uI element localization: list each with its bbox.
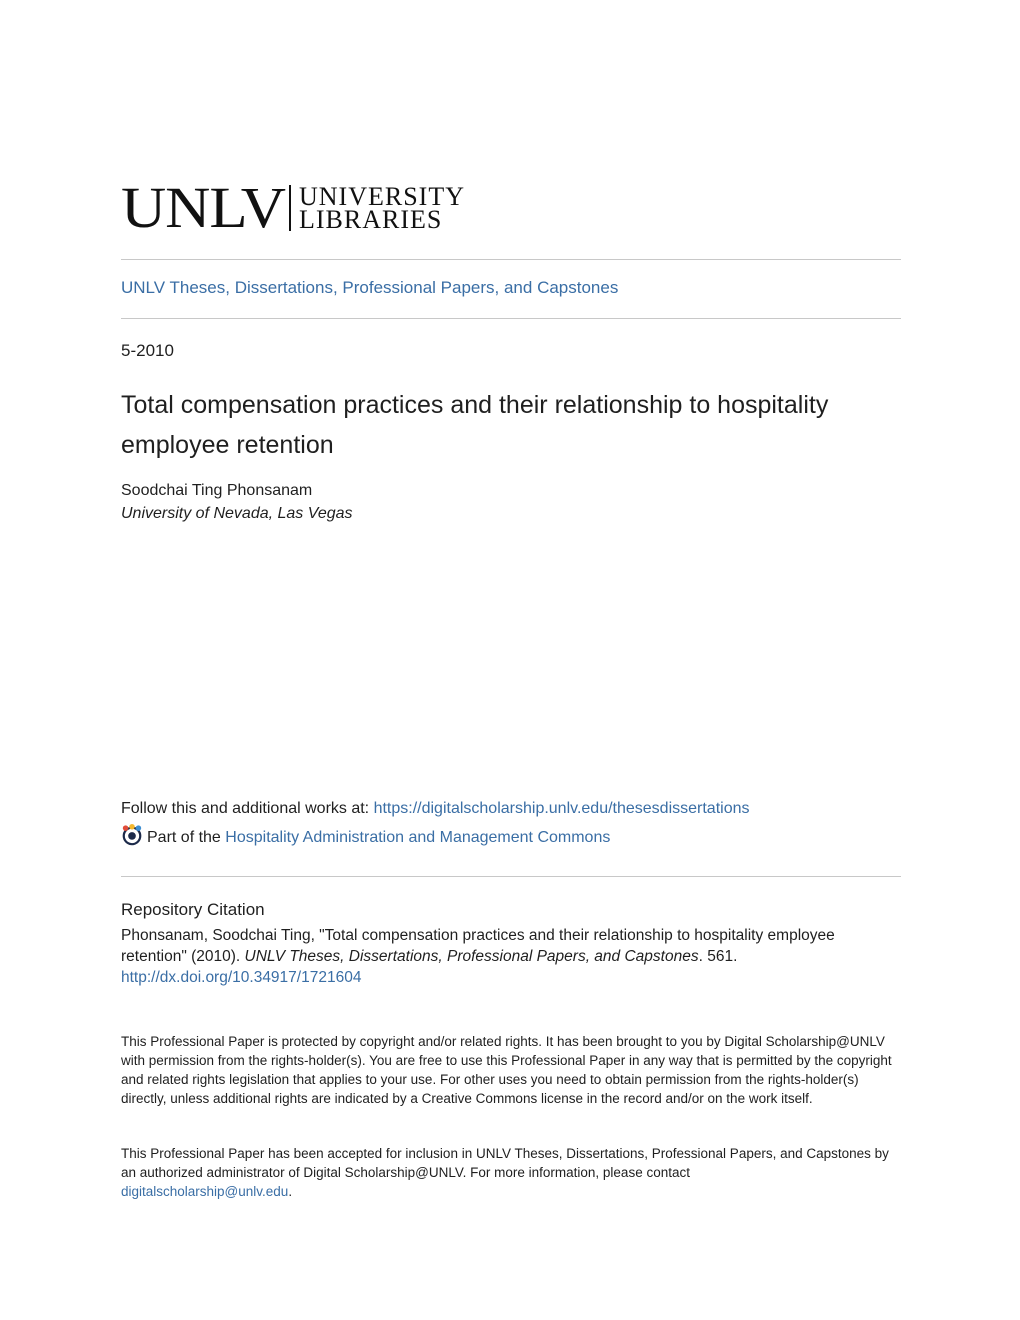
logo-line-2: LIBRARIES (299, 205, 443, 234)
citation-number: . 561. (698, 948, 738, 965)
publication-date: 5-2010 (121, 341, 174, 360)
author-affiliation: University of Nevada, Las Vegas (121, 505, 353, 522)
citation-series: UNLV Theses, Dissertations, Professional Papers, and Capstones (244, 948, 699, 965)
citation-text (121, 925, 901, 988)
divider-citation (121, 876, 901, 877)
acceptance-end: . (288, 1184, 293, 1199)
logo-text (299, 182, 465, 234)
network-commons-icon (121, 824, 143, 846)
unlv-libraries-logo (121, 175, 465, 240)
follow-line (121, 800, 750, 818)
citation-heading: Repository Citation (121, 900, 265, 919)
collection-url-link[interactable]: https://digitalscholarship.unlv.edu/thesesdissertations (373, 800, 750, 817)
doi-link[interactable]: http://dx.doi.org/10.34917/1721604 (121, 969, 362, 986)
citation-body: Phonsanam, Soodchai Ting, "Total compensation practices and their relationship to hospitality employee retention" (2010). (121, 927, 835, 965)
rights-statement: This Professional Paper is protected by copyright and/or related rights. It has been brought to you by Digital Scholarship@UNLV with permission from the rights-holder(s). You are free to use this Professional Paper in any way that is permitted by the copyright and related rights legislation that applies to your use. For other uses you need to obtain permission from the rights-holder(s) directly, unless additional rights are indicated by a Creative Commons license in the record and/or on the work itself. (121, 1034, 892, 1106)
acceptance-statement (121, 1144, 901, 1201)
part-of-prefix: Part of the (147, 829, 221, 846)
logo-line-1: UNIVERSITY (299, 182, 465, 211)
series-link[interactable]: UNLV Theses, Dissertations, Professional Papers, and Capstones (121, 278, 619, 297)
contact-email-link[interactable]: digitalscholarship@unlv.edu (121, 1184, 289, 1199)
follow-prefix: Follow this and additional works at: (121, 800, 374, 817)
part-of-line (121, 827, 610, 849)
author-name: Soodchai Ting Phonsanam (121, 482, 313, 499)
commons-link[interactable]: Hospitality Administration and Management Commons (225, 829, 611, 846)
logo-mark: UNLV (121, 175, 285, 240)
divider-top (121, 259, 901, 260)
acceptance-text: This Professional Paper has been accepted for inclusion in UNLV Theses, Dissertations, Professional Papers, and Capstones by an authorized administrator of Digital Scholarship@UNLV. For more information, please contact (121, 1146, 889, 1180)
paper-title: Total compensation practices and their relationship to hospitality employee retention (121, 391, 829, 459)
divider-series (121, 318, 901, 319)
